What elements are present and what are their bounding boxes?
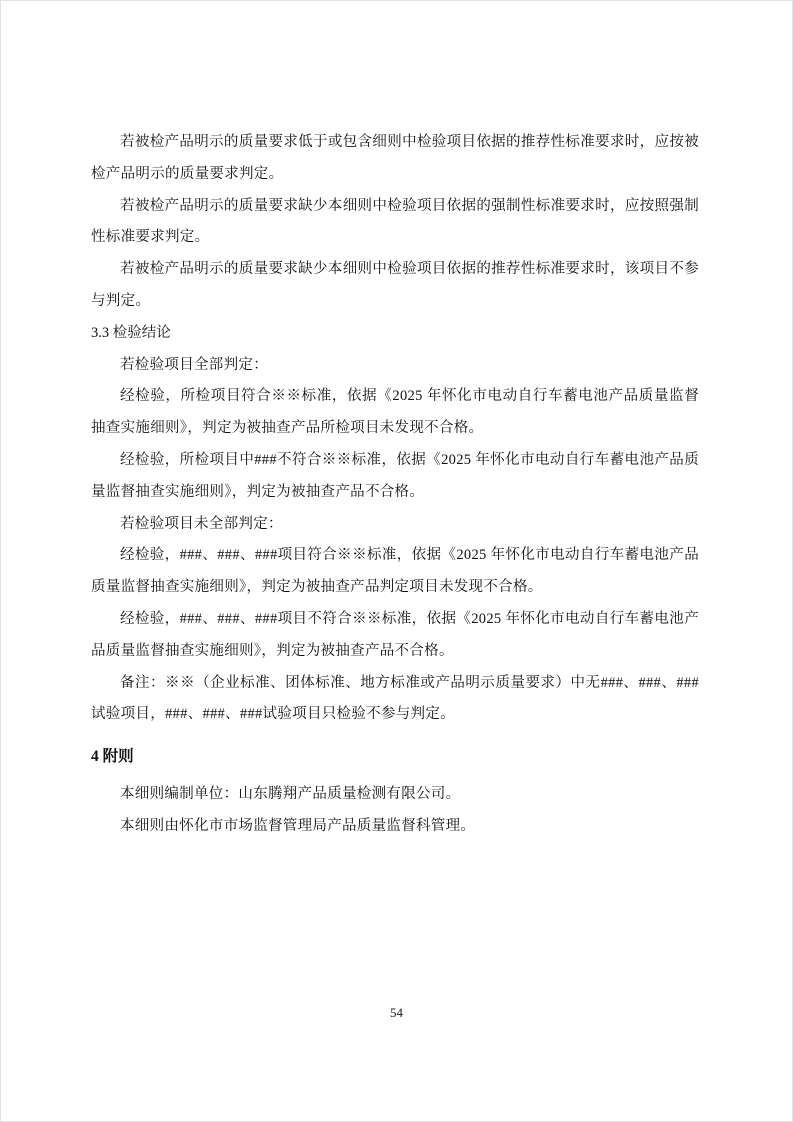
paragraph: 备注：※※（企业标准、团体标准、地方标准或产品明示质量要求）中无###、###、###试验项目，###、###、###试验项目只检验不参与判定。 — [91, 674, 699, 723]
paragraph: 若检验项目全部判定： — [120, 356, 268, 373]
paragraph: 本细则由怀化市市场监督管理局产品质量监督科管理。 — [120, 817, 476, 834]
paragraph: 经检验，###、###、###项目不符合※※标准，依据《2025 年怀化市电动自行车蓄电池产品质量监督抽查实施细则》，判定为被抽查产品不合格。 — [91, 610, 699, 659]
paragraph: 若被检产品明示的质量要求缺少本细则中检验项目依据的推荐性标准要求时，该项目不参与判定。 — [91, 261, 699, 309]
page-footer — [1, 1005, 792, 1021]
paragraph: 经检验，所检项目中###不符合※※标准，依据《2025 年怀化市电动自行车蓄电池产品质量监督抽查实施细则》，判定为被抽查产品不合格。 — [91, 451, 699, 500]
paragraph: 若检验项目未全部判定： — [120, 515, 283, 532]
paragraph: 若被检产品明示的质量要求低于或包含细则中检验项目依据的推荐性标准要求时，应按被检产品明示的质量要求判定。 — [91, 134, 699, 182]
paragraph: 本细则编制单位：山东腾翔产品质量检测有限公司。 — [120, 785, 461, 802]
page-number: 54 — [390, 1005, 403, 1020]
section-3-3-heading: 3.3 检验结论 — [91, 324, 171, 341]
paragraph: 若被检产品明示的质量要求缺少本细则中检验项目依据的强制性标准要求时，应按照强制性标准要求判定。 — [91, 197, 699, 246]
paragraph: 经检验，###、###、###项目符合※※标准，依据《2025 年怀化市电动自行车蓄电池产品质量监督抽查实施细则》，判定为被抽查产品判定项目未发现不合格。 — [91, 547, 699, 596]
section-4-heading: 4 附则 — [91, 748, 134, 766]
document-body — [91, 127, 699, 843]
paragraph: 经检验，所检项目符合※※标准，依据《2025 年怀化市电动自行车蓄电池产品质量监督抽查实施细则》，判定为被抽查产品所检项目未发现不合格。 — [91, 388, 699, 437]
